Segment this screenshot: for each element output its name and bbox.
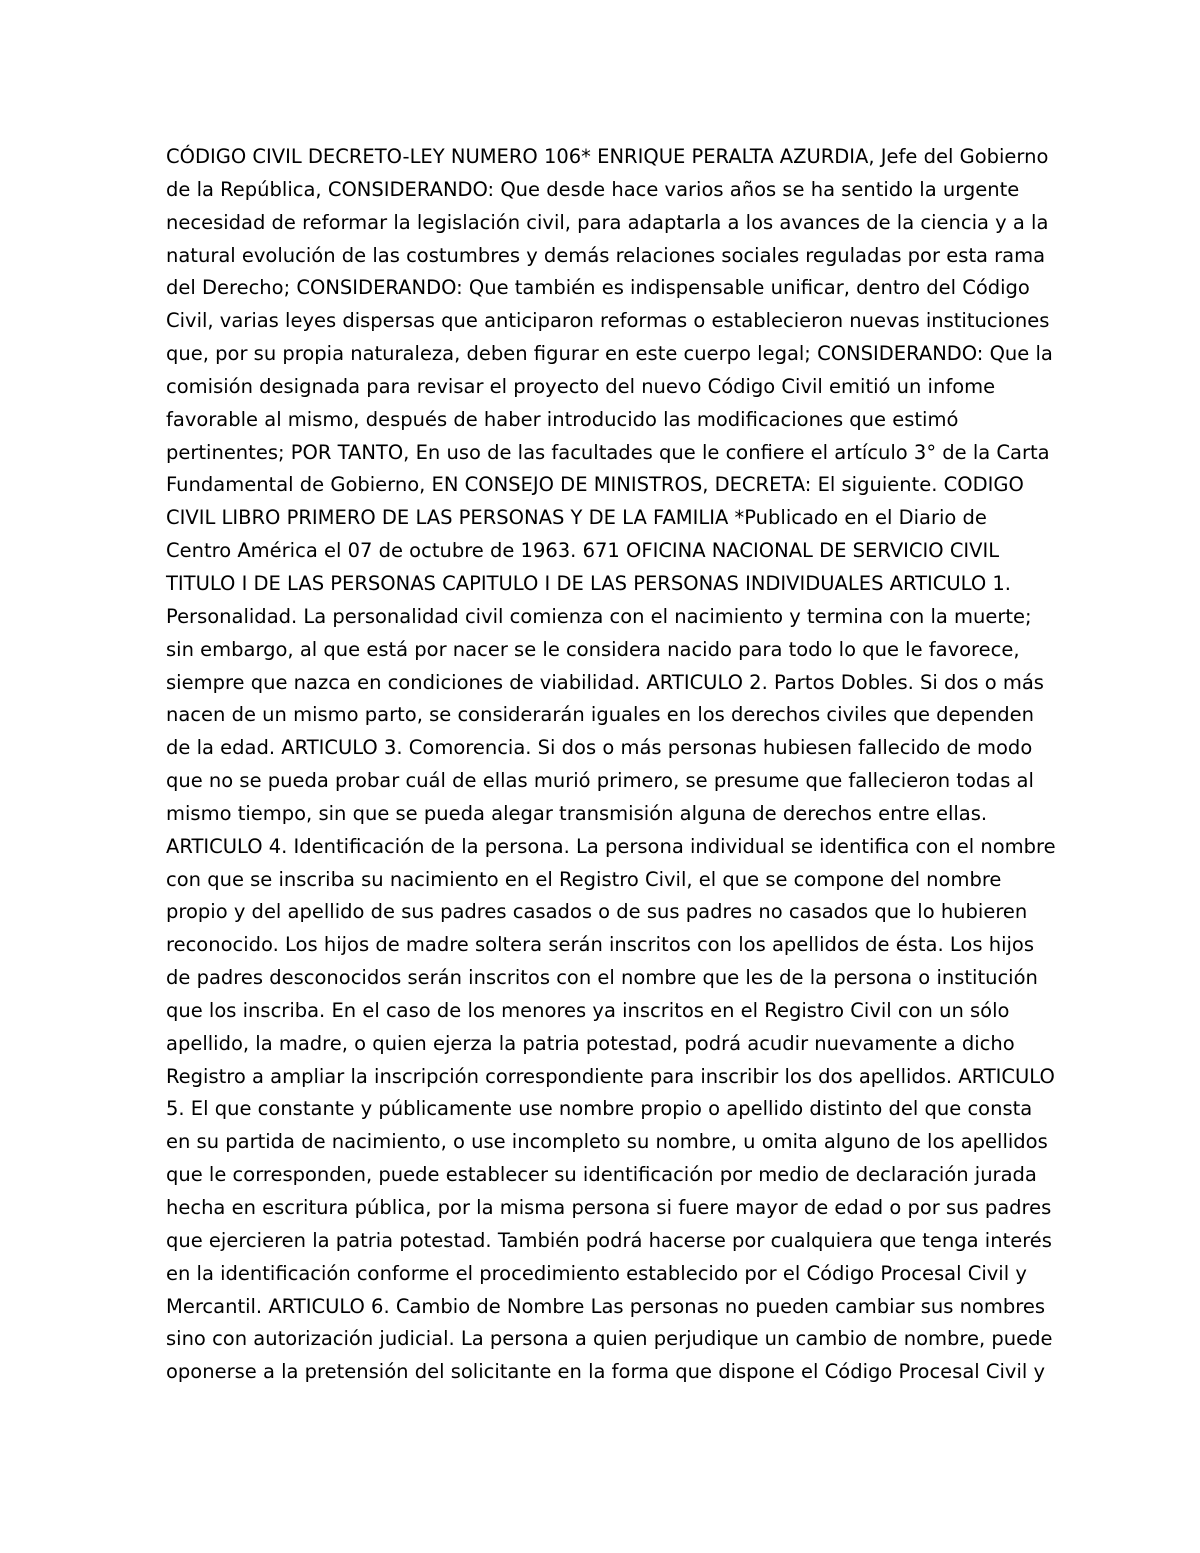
text-line: que los inscriba. En el caso de los menores ya inscritos en el Registro Civil con un sólo [166, 998, 1010, 1022]
text-line: que ejercieren la patria potestad. También podrá hacerse por cualquiera que tenga interés [166, 1228, 1052, 1252]
text-line: Civil, varias leyes dispersas que anticiparon reformas o establecieron nuevas instituciones [166, 309, 1050, 333]
text-line: de la edad. ARTICULO 3. Comorencia. Si dos o más personas hubiesen fallecido de modo [166, 736, 1033, 760]
text-line: mismo tiempo, sin que se pueda alegar transmisión alguna de derechos entre ellas. [166, 801, 988, 825]
text-line: 5. El que constante y públicamente use nombre propio o apellido distinto del que consta [166, 1097, 1033, 1121]
text-line: favorable al mismo, después de haber introducido las modificaciones que estimó [166, 407, 959, 431]
text-line: en su partida de nacimiento, o use incompleto su nombre, u omita alguno de los apellidos [166, 1130, 1048, 1154]
text-line: del Derecho; CONSIDERANDO: Que también es indispensable unificar, dentro del Código [166, 276, 1030, 300]
text-line: que, por su propia naturaleza, deben figurar en este cuerpo legal; CONSIDERANDO: Que la [166, 342, 1053, 366]
text-line: necesidad de reformar la legislación civil, para adaptarla a los avances de la ciencia y a la [166, 210, 1049, 234]
text-line: que no se pueda probar cuál de ellas murió primero, se presume que fallecieron todas al [166, 769, 1034, 793]
text-line: Registro a ampliar la inscripción correspondiente para inscribir los dos apellidos. ARTICULO [166, 1064, 1055, 1088]
text-line: con que se inscriba su nacimiento en el Registro Civil, el que se compone del nombre [166, 867, 1002, 891]
text-line: que le corresponden, puede establecer su identificación por medio de declaración jurada [166, 1163, 1037, 1187]
text-line: nacen de un mismo parto, se considerarán iguales en los derechos civiles que dependen [166, 703, 1035, 727]
text-line: Centro América el 07 de octubre de 1963. 671 OFICINA NACIONAL DE SERVICIO CIVIL [166, 539, 1000, 563]
text-line: ARTICULO 4. Identificación de la persona. La persona individual se identifica con el nombre [166, 834, 1056, 858]
text-line: de padres desconocidos serán inscritos con el nombre que les de la persona o institución [166, 966, 1038, 990]
text-line: Personalidad. La personalidad civil comienza con el nacimiento y termina con la muerte; [166, 604, 1032, 628]
text-line: Fundamental de Gobierno, EN CONSEJO DE MINISTROS, DECRETA: El siguiente. CODIGO [166, 473, 1024, 497]
text-line: en la identificación conforme el procedimiento establecido por el Código Procesal Civil y [166, 1261, 1027, 1285]
text-line: oponerse a la pretensión del solicitante en la forma que dispone el Código Procesal Civil y [166, 1360, 1046, 1384]
text-line: de la República, CONSIDERANDO: Que desde hace varios años se ha sentido la urgente [166, 177, 1020, 201]
text-line: apellido, la madre, o quien ejerza la patria potestad, podrá acudir nuevamente a dicho [166, 1031, 1015, 1055]
text-line: sin embargo, al que está por nacer se le considera nacido para todo lo que le favorece, [166, 637, 1020, 661]
text-line: hecha en escritura pública, por la misma persona si fuere mayor de edad o por sus padres [166, 1196, 1052, 1219]
text-line: siempre que nazca en condiciones de viabilidad. ARTICULO 2. Partos Dobles. Si dos o más [166, 670, 1044, 694]
text-line: comisión designada para revisar el proyecto del nuevo Código Civil emitió un infome [166, 374, 996, 398]
text-line: sino con autorización judicial. La persona a quien perjudique un cambio de nombre, puede [166, 1327, 1053, 1351]
document-body-text [166, 141, 1066, 1389]
text-line: natural evolución de las costumbres y demás relaciones sociales reguladas por esta rama [166, 243, 1046, 267]
text-line: reconocido. Los hijos de madre soltera serán inscritos con los apellidos de ésta. Los hijos [166, 933, 1034, 957]
text-line: Mercantil. ARTICULO 6. Cambio de Nombre Las personas no pueden cambiar sus nombres [166, 1294, 1045, 1318]
text-line: CIVIL LIBRO PRIMERO DE LAS PERSONAS Y DE LA FAMILIA *Publicado en el Diario de [166, 506, 987, 530]
text-line: TITULO I DE LAS PERSONAS CAPITULO I DE LAS PERSONAS INDIVIDUALES ARTICULO 1. [166, 571, 1011, 595]
text-line: propio y del apellido de sus padres casados o de sus padres no casados que lo hubieren [166, 900, 1028, 924]
text-line: CÓDIGO CIVIL DECRETO-LEY NUMERO 106* ENRIQUE PERALTA AZURDIA, Jefe del Gobierno [166, 145, 1049, 168]
text-line: pertinentes; POR TANTO, En uso de las facultades que le confiere el artículo 3° de la Carta [166, 440, 1050, 464]
